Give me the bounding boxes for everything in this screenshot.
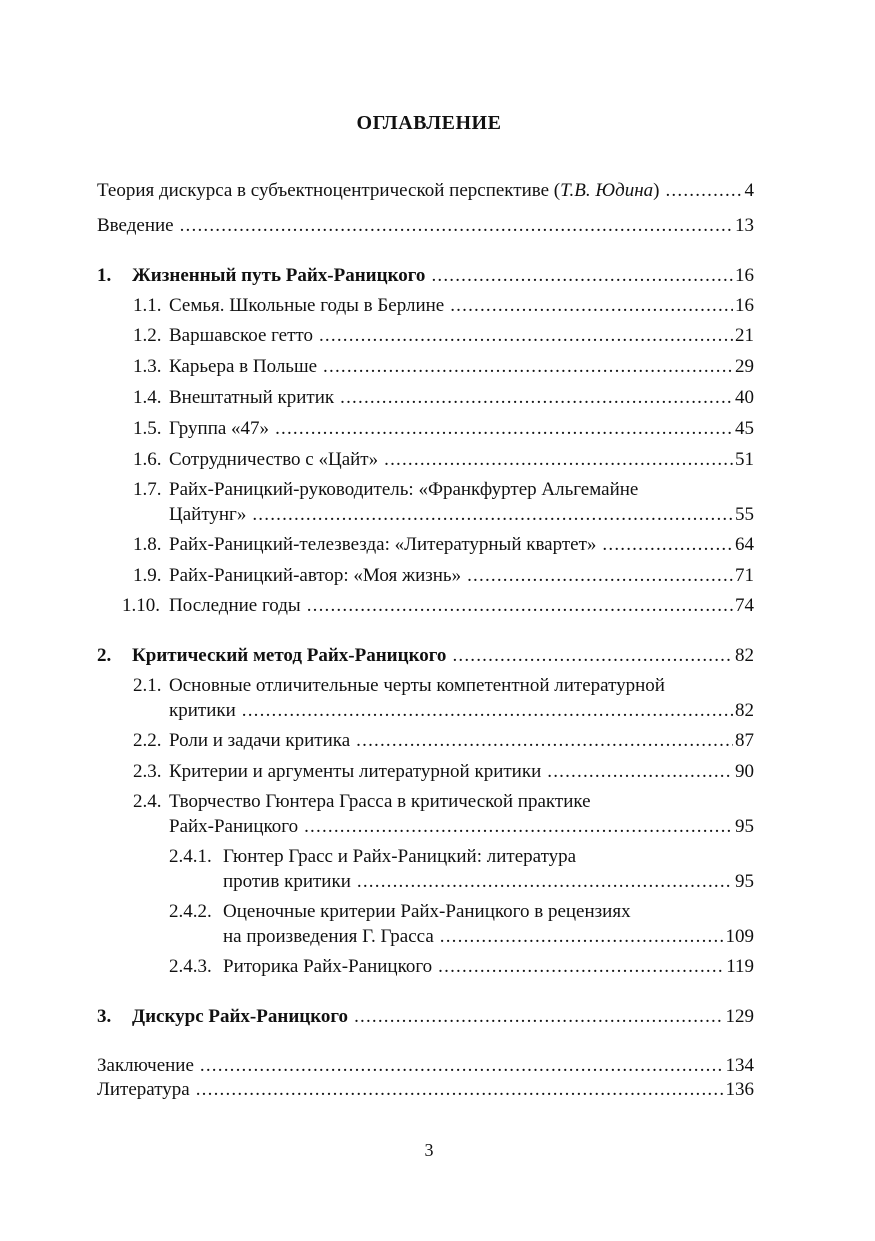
toc-entry-introduction[interactable] [97,215,754,237]
leader-dots [304,816,733,838]
toc-section-1-4[interactable] [133,387,754,409]
toc-section-1-7-line1[interactable] [133,479,638,501]
toc-page-number: 134 [725,1055,754,1076]
toc-section-1-9[interactable] [133,565,754,587]
toc-page-number: 4 [744,180,754,201]
section-number: 2.1. [133,675,162,696]
leader-dots [450,295,733,317]
toc-subsection-2-4-3[interactable] [169,956,754,978]
toc-entry-text: Внештатный критик [169,387,335,408]
toc-page-number: 13 [735,215,754,236]
chapter-number: 2. [97,645,112,666]
toc-entry-text: Карьера в Польше [169,356,318,377]
toc-entry-text: Райх-Раницкий-автор: «Моя жизнь» [169,565,462,586]
toc-section-1-6[interactable] [133,449,754,471]
leader-dots [438,956,724,978]
toc-section-2-4-line2[interactable] [169,816,754,838]
toc-entry-text: Риторика Райх-Раницкого [223,956,433,977]
toc-entry-text: Критерии и аргументы литературной критики [169,761,542,782]
leader-dots [307,595,733,617]
toc-page-number: 21 [735,325,754,346]
chapter-number: 3. [97,1006,112,1027]
toc-section-2-1-line1[interactable] [133,675,665,697]
toc-page-number: 29 [735,356,754,377]
toc-entry-text: Семья. Школьные годы в Берлине [169,295,445,316]
toc-entry-text: Райх-Раницкий-телезвезда: «Литературный квартет» [169,534,597,555]
leader-dots [602,534,733,556]
toc-chapter-3[interactable] [97,1006,754,1028]
toc-section-1-3[interactable] [133,356,754,378]
toc-page-number: 16 [735,295,754,316]
page-number: 3 [424,1140,434,1160]
toc-entry-text: Группа «47» [169,418,270,439]
toc-page-number: 64 [735,534,754,555]
toc-chapter-1[interactable] [97,265,754,287]
toc-entry-text: Критический метод Райх-Раницкого [132,645,447,666]
leader-dots [275,418,733,440]
toc-subsection-2-4-1-line2[interactable] [223,871,754,893]
leader-dots [665,180,742,202]
toc-entry-text: критики [169,700,236,721]
leader-dots [180,215,733,237]
section-number: 1.2. [133,325,162,346]
toc-entry-text: Теория дискурса в субъектноцентрической перспективе ( [97,180,561,201]
toc-page-number: 119 [726,956,754,977]
toc-entry-text: Варшавское гетто [169,325,313,346]
toc-entry-theory[interactable]: Теория дискурса в субъектноцентрической перспективе (Т.В. Юдина) ..... 4 [97,180,754,202]
leader-dots [384,449,733,471]
toc-section-2-4-line1[interactable] [133,791,591,813]
toc-entry-text: Творчество Гюнтера Грасса в критической практике [169,791,591,812]
section-number: 1.10. [122,595,160,616]
section-number: 1.3. [133,356,162,377]
toc-subsection-2-4-1-line1[interactable] [169,846,576,868]
toc-entry-conclusion[interactable] [97,1055,754,1077]
leader-dots [354,1006,723,1028]
toc-section-1-7-line2[interactable] [169,504,754,526]
toc-entry-text: Сотрудничество с «Цайт» [169,449,379,470]
page-title: ОГЛАВЛЕНИЕ [356,112,502,134]
section-number: 2.3. [133,761,162,782]
section-number: 2.4.2. [169,901,212,922]
toc-entry-text: Цайтунг» [169,504,247,525]
toc-page-number: 136 [725,1079,754,1100]
toc-entry-text: Райх-Раницкого [169,816,299,837]
toc-page-number: 90 [735,761,754,782]
section-number: 1.9. [133,565,162,586]
leader-dots [357,871,733,893]
toc-page-number: 51 [735,449,754,470]
section-number: 2.4.1. [169,846,212,867]
toc-page-number: 74 [735,595,754,616]
toc-section-1-10[interactable] [122,595,754,617]
toc-entry-text: Роли и задачи критика [169,730,351,751]
toc-section-1-2[interactable] [133,325,754,347]
toc-entry-text: Оценочные критерии Райх-Раницкого в рецензиях [223,901,631,922]
toc-entry-text: Райх-Раницкий-руководитель: «Франкфуртер Альгемайне [169,479,639,500]
leader-dots [356,730,733,752]
toc-entry-text: Литература [97,1079,190,1100]
toc-entry-text: Жизненный путь Райх-Раницкого [132,265,426,286]
toc-page-number: 129 [725,1006,754,1027]
toc-entry-text: на произведения Г. Грасса [223,926,434,947]
leader-dots [242,700,733,722]
toc-page-number: 71 [735,565,754,586]
leader-dots [547,761,733,783]
toc-entry-text: против критики [223,871,351,892]
toc-page-number: 55 [735,504,754,525]
toc-entry-text: Гюнтер Грасс и Райх-Раницкий: литература [223,846,577,867]
toc-page-number: 87 [735,730,754,751]
section-number: 1.4. [133,387,162,408]
toc-page-number: 82 [735,700,754,721]
toc-entry-author: Т.В. Юдина [560,180,654,201]
toc-page-number: 95 [735,816,754,837]
leader-dots [452,645,733,667]
toc-subsection-2-4-2-line2[interactable] [223,926,754,948]
toc-page-number: 82 [735,645,754,666]
toc-chapter-2[interactable] [97,645,754,667]
toc-page-number: 45 [735,418,754,439]
leader-dots [467,565,733,587]
toc-entry-literature[interactable] [97,1079,754,1101]
leader-dots [196,1079,724,1101]
toc-section-2-1-line2[interactable] [169,700,754,722]
toc-page-number: 109 [725,926,754,947]
section-number: 1.1. [133,295,162,316]
section-number: 1.7. [133,479,162,500]
section-number: 1.8. [133,534,162,555]
section-number: 2.2. [133,730,162,751]
toc-entry-text: Введение [97,215,174,236]
toc-subsection-2-4-2-line1[interactable] [169,901,631,923]
leader-dots [340,387,733,409]
toc-section-2-3[interactable] [133,761,754,783]
section-number: 1.6. [133,449,162,470]
leader-dots [319,325,733,347]
chapter-number: 1. [97,265,112,286]
section-number: 2.4.3. [169,956,212,977]
leader-dots [252,504,733,526]
toc-page-number: 16 [735,265,754,286]
toc-entry-text: Основные отличительные черты компетентной литературной [169,675,665,696]
section-number: 2.4. [133,791,162,812]
leader-dots [200,1055,724,1077]
toc-section-2-2[interactable] [133,730,754,752]
leader-dots [440,926,724,948]
toc-section-1-8[interactable] [133,534,754,556]
toc-section-1-1[interactable] [133,295,754,317]
leader-dots [431,265,733,287]
section-number: 1.5. [133,418,162,439]
toc-entry-text: Последние годы [169,595,301,616]
toc-page-number: 40 [735,387,754,408]
toc-entry-text: Дискурс Райх-Раницкого [132,1006,349,1027]
toc-page-number: 95 [735,871,754,892]
toc-entry-text: Заключение [97,1055,194,1076]
leader-dots [323,356,733,378]
toc-section-1-5[interactable] [133,418,754,440]
